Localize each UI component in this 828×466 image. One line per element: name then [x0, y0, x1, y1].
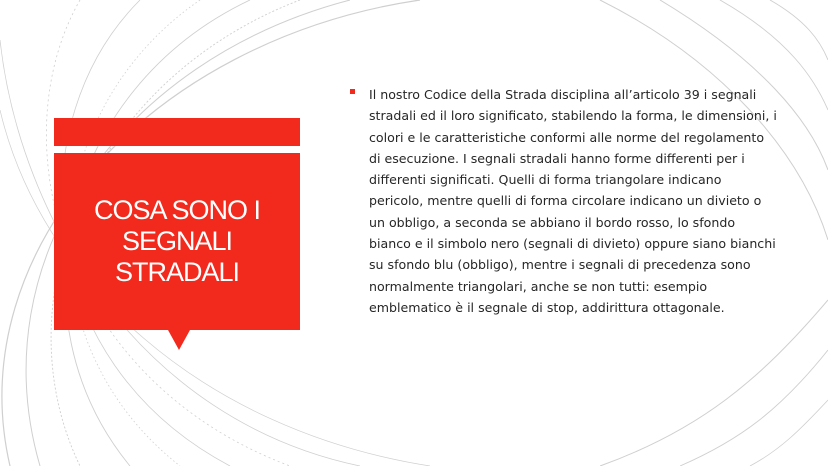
- title-pointer: [168, 330, 190, 350]
- content-block: [350, 84, 775, 318]
- title-box: [54, 153, 300, 330]
- slide-title: COSA SONO I SEGNALI STRADALI: [93, 195, 261, 287]
- square-bullet-icon: [350, 89, 355, 94]
- title-accent-bar: [54, 118, 300, 146]
- body-text: Il nostro Codice della Strada disciplina all’articolo 39 i segnali stradali ed il loro significato, stabilendo la forma, le dimensioni, i colori e le caratteristiche conformi alle norme del regolamento di esecuzione. I segnali stradali hanno forme differenti per i differenti significati. Quelli di forma triangolare indicano pericolo, mentre quelli di forma circolare indicano un divieto o un obbligo, a seconda se abbiano il bordo rosso, lo sfondo bianco e il simbolo nero (segnali di divieto) oppure siano bianchi su sfondo blu (obbligo), mentre i segnali di precedenza sono normalmente triangolari, anche se non tutti: esempio emblematico è il segnale di stop, addirittura ottagonale.: [369, 87, 777, 315]
